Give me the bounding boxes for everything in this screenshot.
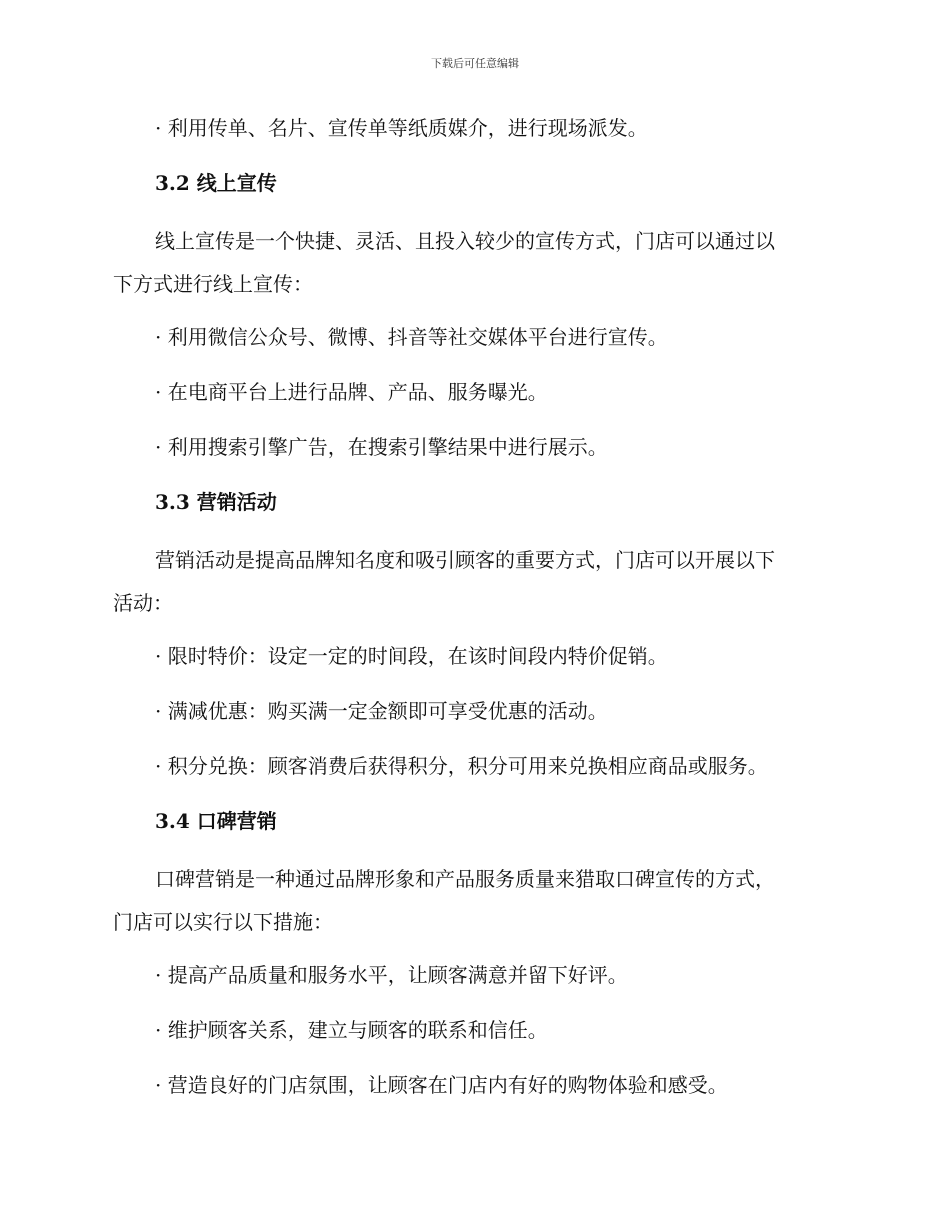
paragraph-3-2 [113, 220, 833, 306]
bullet-item: · 维护顾客关系，建立与顾客的联系和信任。 [155, 1018, 548, 1042]
bullet-item: · 利用微信公众号、微博、抖音等社交媒体平台进行宣传。 [155, 325, 668, 349]
paragraph-line: 口碑营销是一种通过品牌形象和产品服务质量来猎取口碑宣传的方式， [155, 867, 775, 891]
bullet-item: · 利用搜索引擎广告，在搜索引擎结果中进行展示。 [155, 435, 608, 459]
section-heading-3-2: 3.2 线上宣传 [155, 171, 277, 195]
section-heading-3-3: 3.3 营销活动 [155, 490, 277, 514]
paragraph-3-4 [113, 858, 833, 944]
bullet-item: · 限时特价：设定一定的时间段，在该时间段内特价促销。 [155, 644, 668, 668]
bullet-item: · 在电商平台上进行品牌、产品、服务曝光。 [155, 380, 548, 404]
bullet-item: · 利用传单、名片、宣传单等纸质媒介，进行现场派发。 [155, 116, 648, 140]
paragraph-line: 门店可以实行以下措施： [113, 910, 333, 934]
paragraph-line: 活动： [113, 591, 173, 615]
page-content [113, 110, 833, 1122]
bullet-item: · 提高产品质量和服务水平，让顾客满意并留下好评。 [155, 963, 628, 987]
paragraph-line: 营销活动是提高品牌知名度和吸引顾客的重要方式，门店可以开展以下 [155, 548, 775, 572]
paragraph-line: 线上宣传是一个快捷、灵活、且投入较少的宣传方式，门店可以通过以 [155, 229, 775, 253]
paragraph-3-3 [113, 539, 833, 625]
section-heading-3-4: 3.4 口碑营销 [155, 809, 277, 833]
bullet-item: · 满减优惠：购买满一定金额即可享受优惠的活动。 [155, 699, 608, 723]
bullet-item: · 积分兑换：顾客消费后获得积分，积分可用来兑换相应商品或服务。 [155, 754, 768, 778]
paragraph-line: 下方式进行线上宣传： [113, 272, 313, 296]
bullet-item: · 营造良好的门店氛围，让顾客在门店内有好的购物体验和感受。 [155, 1073, 728, 1097]
page-header: 下载后可任意编辑 [431, 57, 519, 70]
